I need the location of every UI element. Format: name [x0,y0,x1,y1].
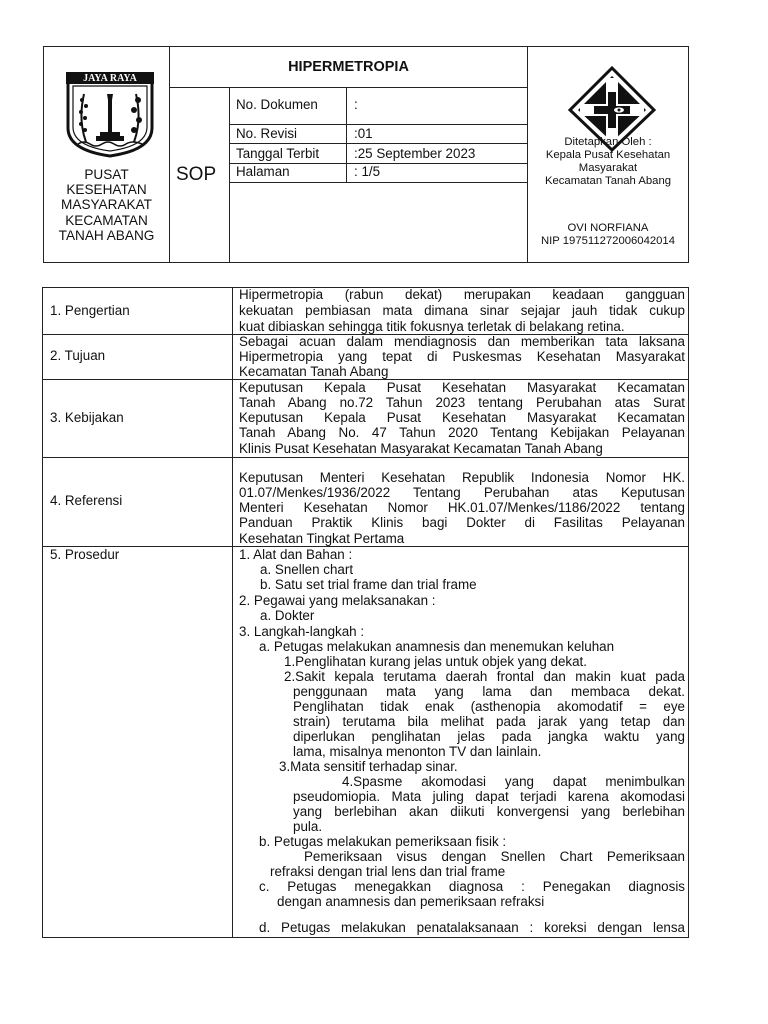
kebijakan-line: Keputusan Kepala Pusat Kesehatan Masyarakat Kecamatan [239,380,685,395]
prosedur-item: 2. Pegawai yang melaksanakan : [239,593,436,608]
prosedur-item: 1. Alat dan Bahan : [239,547,353,562]
meta-value-halaman: : 1/5 [354,164,381,179]
jaya-raya-logo [64,70,156,158]
svg-text:JAYA RAYA: JAYA RAYA [83,73,137,84]
tujuan-line: Sebagai acuan dalam mendiagnosis dan memberikan tata laksana [239,334,685,349]
prosedur-item: refraksi dengan trial lens dan trial frame [270,864,506,879]
prosedur-item: penggunaan mata yang lama dan membaca dekat. [293,684,685,699]
tujuan-line: Hipermetropia yang tepat di Puskesmas Kesehatan Masyarakat [239,349,685,364]
prosedur-item: b. Satu set trial frame dan trial frame [260,577,477,592]
sop-label: SOP [176,164,217,185]
prosedur-item: a. Petugas melakukan anamnesis dan menemukan keluhan [259,639,615,654]
meta-label-tanggal: Tanggal Terbit [236,146,320,161]
referensi-line: Menteri Kesehatan Nomor HK.01.07/Menkes/1186/2022 tentang [239,500,685,515]
prosedur-item: a. Snellen chart [260,562,354,577]
meta-label-dokumen: No. Dokumen [236,97,318,112]
prosedur-item: Penglihatan tidak enak (asthenopia akomodatif = eye [293,699,685,714]
pengertian-line: kekuatan pembiasan mata dimana sinar sejajar jauh tidak cukup [239,303,685,318]
approval-nip: NIP 197511272006042014 [540,235,676,247]
prosedur-item: lama, misalnya menonton TV dan lainlain. [293,744,542,759]
label-prosedur: 5. Prosedur [50,547,120,562]
referensi-line: Kesehatan Tingkat Pertama [239,531,405,546]
label-tujuan: 2. Tujuan [50,348,106,363]
prosedur-item: pula. [293,819,323,834]
prosedur-item: pseudomiopia. Mata juling dapat terjadi karena akomodasi [293,789,685,804]
prosedur-item: b. Petugas melakukan pemeriksaan fisik : [259,834,507,849]
label-kebijakan: 3. Kebijakan [50,410,124,425]
label-pengertian: 1. Pengertian [50,303,130,318]
tujuan-line: Kecamatan Tanah Abang [239,364,389,379]
kebijakan-line: Tanah Abang No. 47 Tahun 2020 Tentang Kebijakan Pelayanan [239,425,685,440]
meta-value-tanggal: :25 September 2023 [354,146,476,161]
prosedur-item: strain) terutama bila melihat pada jarak yang tetap dan [293,714,685,729]
pengertian-line: kuat dibiaskan sehingga titik fokusnya terletak di belakang retina. [239,319,625,334]
approval-block: Ditetapkan Oleh : Kepala Pusat Kesehatan Masyarakat Kecamatan Tanah Abang [544,136,672,187]
prosedur-item: c. Petugas menegakkan diagnosa : Penegakan diagnosis [259,879,685,894]
prosedur-item: dengan anamnesis dan pemeriksaan refraksi [277,894,545,909]
prosedur-item: 2.Sakit kepala terutama daerah frontal dan makin kuat pada [284,669,685,684]
prosedur-item: diperlukan penglihatan jelas pada jangka waktu yang [293,729,685,744]
label-referensi: 4. Referensi [50,493,123,508]
prosedur-item: yang berlebihan akan diikuti konvergensi yang berlebihan [293,804,685,819]
prosedur-item: 3. Langkah-langkah : [239,624,365,639]
kebijakan-line: Tanah Abang no.72 Tahun 2023 tentang Perubahan atas Surat [239,395,685,410]
pengertian-line: Hipermetropia (rabun dekat) merupakan keadaan gangguan [239,287,685,302]
meta-label-halaman: Halaman [236,164,290,179]
prosedur-item: 1.Penglihatan kurang jelas untuk objek yang dekat. [284,654,587,669]
meta-value-revisi: :01 [354,126,373,141]
meta-value-dokumen: : [354,97,358,112]
prosedur-item: Pemeriksaan visus dengan Snellen Chart Pemeriksaan [304,849,685,864]
referensi-line: Panduan Praktik Klinis bagi Dokter di Fasilitas Pelayanan [239,515,685,530]
meta-label-revisi: No. Revisi [236,126,298,141]
institution-name: PUSAT KESEHATAN MASYARAKAT KECAMATAN TANAH ABANG [58,167,155,243]
approval-name: OVI NORFIANA [567,222,649,234]
kebijakan-line: Klinis Pusat Kesehatan Masyarakat Kecamatan Tanah Abang [239,441,603,456]
prosedur-item: 3.Mata sensitif terhadap sinar. [279,759,458,774]
document-title: HIPERMETROPIA [288,59,409,75]
prosedur-item: a. Dokter [260,608,315,623]
prosedur-item: 4.Spasme akomodasi yang dapat menimbulkan [342,774,685,789]
referensi-line: Keputusan Menteri Kesehatan Republik Indonesia Nomor HK. [239,470,685,485]
referensi-line: 01.07/Menkes/1936/2022 Tentang Perubahan atas Keputusan [239,485,685,500]
kebijakan-line: Keputusan Kepala Pusat Kesehatan Masyarakat Kecamatan [239,410,685,425]
prosedur-item: d. Petugas melakukan penatalaksanaan : koreksi dengan lensa [259,920,685,935]
